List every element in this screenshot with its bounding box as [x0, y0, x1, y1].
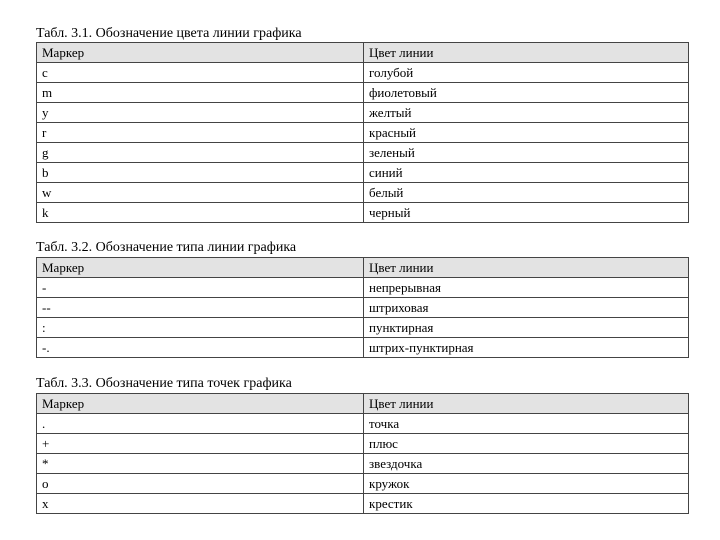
- table-1-caption: Табл. 3.1. Обозначение цвета линии графика: [36, 26, 302, 41]
- header-line-color: Цвет линии: [364, 43, 689, 63]
- table-point-type: [36, 393, 689, 514]
- marker-cell: -: [37, 278, 364, 298]
- marker-cell: x: [37, 494, 364, 514]
- marker-cell: -.: [37, 338, 364, 358]
- table-row: [37, 143, 689, 163]
- table-row: [37, 83, 689, 103]
- marker-cell: --: [37, 298, 364, 318]
- table-row: [37, 494, 689, 514]
- value-cell: крестик: [364, 494, 689, 514]
- marker-cell: m: [37, 83, 364, 103]
- marker-cell: g: [37, 143, 364, 163]
- table-row: [37, 474, 689, 494]
- table-row: [37, 203, 689, 223]
- table-3-caption: Табл. 3.3. Обозначение типа точек графика: [36, 376, 292, 391]
- value-cell: черный: [364, 203, 689, 223]
- header-line-color: Цвет линии: [364, 258, 689, 278]
- marker-cell: +: [37, 434, 364, 454]
- table-row: [37, 123, 689, 143]
- table-header-row: [37, 394, 689, 414]
- table-row: [37, 63, 689, 83]
- value-cell: штрих-пунктирная: [364, 338, 689, 358]
- header-marker: Маркер: [37, 43, 364, 63]
- table-header-row: [37, 258, 689, 278]
- value-cell: фиолетовый: [364, 83, 689, 103]
- value-cell: пунктирная: [364, 318, 689, 338]
- header-marker: Маркер: [37, 394, 364, 414]
- marker-cell: w: [37, 183, 364, 203]
- value-cell: непрерывная: [364, 278, 689, 298]
- marker-cell: k: [37, 203, 364, 223]
- value-cell: желтый: [364, 103, 689, 123]
- marker-cell: :: [37, 318, 364, 338]
- value-cell: голубой: [364, 63, 689, 83]
- table-row: [37, 103, 689, 123]
- value-cell: белый: [364, 183, 689, 203]
- table-row: [37, 278, 689, 298]
- table-row: [37, 318, 689, 338]
- header-marker: Маркер: [37, 258, 364, 278]
- table-row: [37, 454, 689, 474]
- marker-cell: *: [37, 454, 364, 474]
- value-cell: точка: [364, 414, 689, 434]
- table-line-type: [36, 257, 689, 358]
- marker-cell: .: [37, 414, 364, 434]
- marker-cell: y: [37, 103, 364, 123]
- table-row: [37, 338, 689, 358]
- value-cell: штриховая: [364, 298, 689, 318]
- header-line-color: Цвет линии: [364, 394, 689, 414]
- table-row: [37, 183, 689, 203]
- marker-cell: r: [37, 123, 364, 143]
- table-header-row: [37, 43, 689, 63]
- table-line-color: [36, 42, 689, 223]
- marker-cell: c: [37, 63, 364, 83]
- value-cell: зеленый: [364, 143, 689, 163]
- marker-cell: b: [37, 163, 364, 183]
- table-row: [37, 414, 689, 434]
- value-cell: кружок: [364, 474, 689, 494]
- table-row: [37, 163, 689, 183]
- value-cell: синий: [364, 163, 689, 183]
- value-cell: звездочка: [364, 454, 689, 474]
- value-cell: плюс: [364, 434, 689, 454]
- value-cell: красный: [364, 123, 689, 143]
- marker-cell: o: [37, 474, 364, 494]
- table-row: [37, 298, 689, 318]
- table-row: [37, 434, 689, 454]
- table-2-caption: Табл. 3.2. Обозначение типа линии графика: [36, 240, 297, 255]
